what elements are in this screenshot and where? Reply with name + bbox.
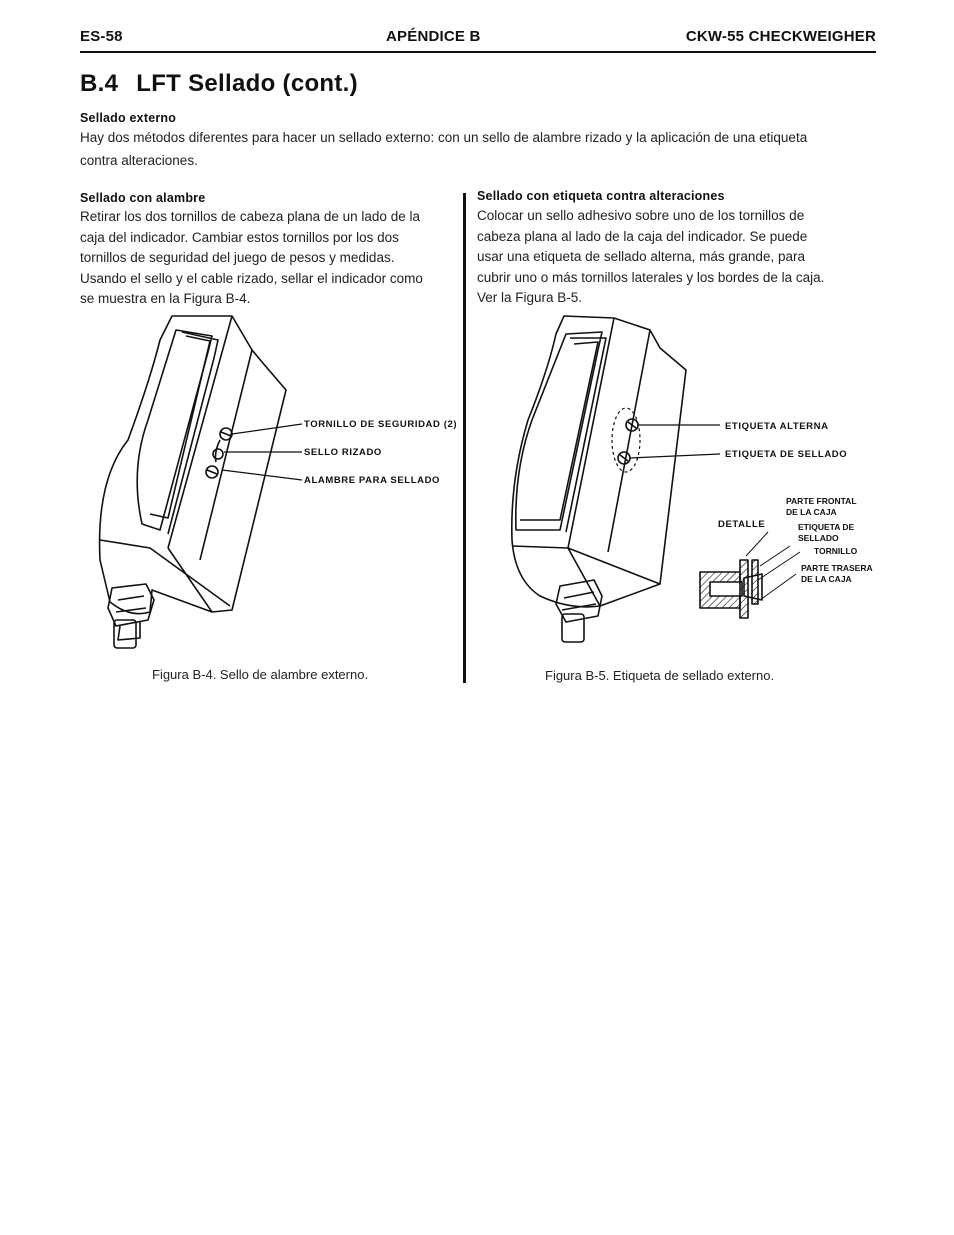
product-name: CKW-55 CHECKWEIGHER — [685, 28, 876, 45]
detail-seal-label — [798, 522, 854, 544]
external-seal-line-2: contra alteraciones. — [80, 153, 198, 168]
box-front-line-1: PARTE FRONTAL — [786, 496, 857, 506]
label-seal-heading: Sellado con etiqueta contra alteraciones — [477, 189, 725, 203]
seal-label-label: ETIQUETA DE SELLADO — [725, 449, 848, 460]
indicator-housing-outline — [512, 316, 686, 607]
label-seal-line: cabeza plana al lado de la caja del indicador. Se puede — [477, 228, 808, 244]
box-front-label — [786, 496, 857, 518]
label-seal-line: cubrir uno o más tornillos laterales y los bordes de la caja. — [477, 269, 825, 285]
front-face — [516, 332, 602, 530]
label-seal-line: Ver la Figura B-5. — [477, 290, 583, 305]
box-back-line-1: PARTE TRASERA — [801, 563, 873, 573]
wire-seal-line: caja del indicador. Cambiar estos tornillos por los dos — [80, 229, 399, 245]
wire-seal-line: tornillos de seguridad del juego de pesos y medidas. — [80, 250, 395, 265]
alternate-label-outline — [612, 408, 640, 472]
box-back-label — [801, 563, 873, 585]
external-seal-line-1: Hay dos métodos diferentes para hacer un sellado externo: con un sello de alambre rizado y la aplicación de una etiqueta — [80, 130, 808, 145]
detail-seal-line-1: ETIQUETA DE — [798, 522, 855, 532]
screw-label: TORNILLO — [814, 546, 858, 556]
wire-seal-line: Retirar los dos tornillos de cabeza plana de un lado de la — [80, 209, 420, 224]
box-back-line-2: DE LA CAJA — [801, 574, 852, 584]
label-seal-line: usar una etiqueta de sellado alterna, más grande, para — [477, 249, 805, 264]
seal-wire-label: ALAMBRE PARA SELLADO — [304, 475, 441, 486]
box-front-line-2: DE LA CAJA — [786, 507, 837, 517]
detail-label: DETALLE — [718, 519, 766, 530]
alternate-label-label: ETIQUETA ALTERNA — [725, 421, 829, 432]
wire-seal-line: Usando el sello y el cable rizado, sellar el indicador como — [80, 270, 423, 286]
detail-cross-section — [700, 532, 800, 618]
section-title: APÉNDICE B — [386, 28, 481, 45]
section-title-text: LFT Sellado (cont.) — [136, 70, 358, 97]
section-number: B.4 — [80, 70, 119, 97]
figure-b5-caption: Figura B-5. Etiqueta de sellado externo. — [545, 668, 775, 683]
wire-seal-line: se muestra en la Figura B-4. — [80, 291, 251, 306]
external-seal-heading: Sellado externo — [80, 111, 177, 125]
label-seal-line: Colocar un sello adhesivo sobre uno de los tornillos de — [477, 208, 805, 223]
detail-seal-line-2: SELLADO — [798, 533, 839, 543]
crimp-seal-label: SELLO RIZADO — [304, 447, 382, 458]
page-number: ES-58 — [80, 28, 123, 45]
security-screw-label: TORNILLO DE SEGURIDAD (2) — [304, 419, 458, 430]
wire-seal-heading: Sellado con alambre — [80, 191, 206, 205]
figure-b4-caption: Figura B-4. Sello de alambre externo. — [152, 667, 369, 682]
